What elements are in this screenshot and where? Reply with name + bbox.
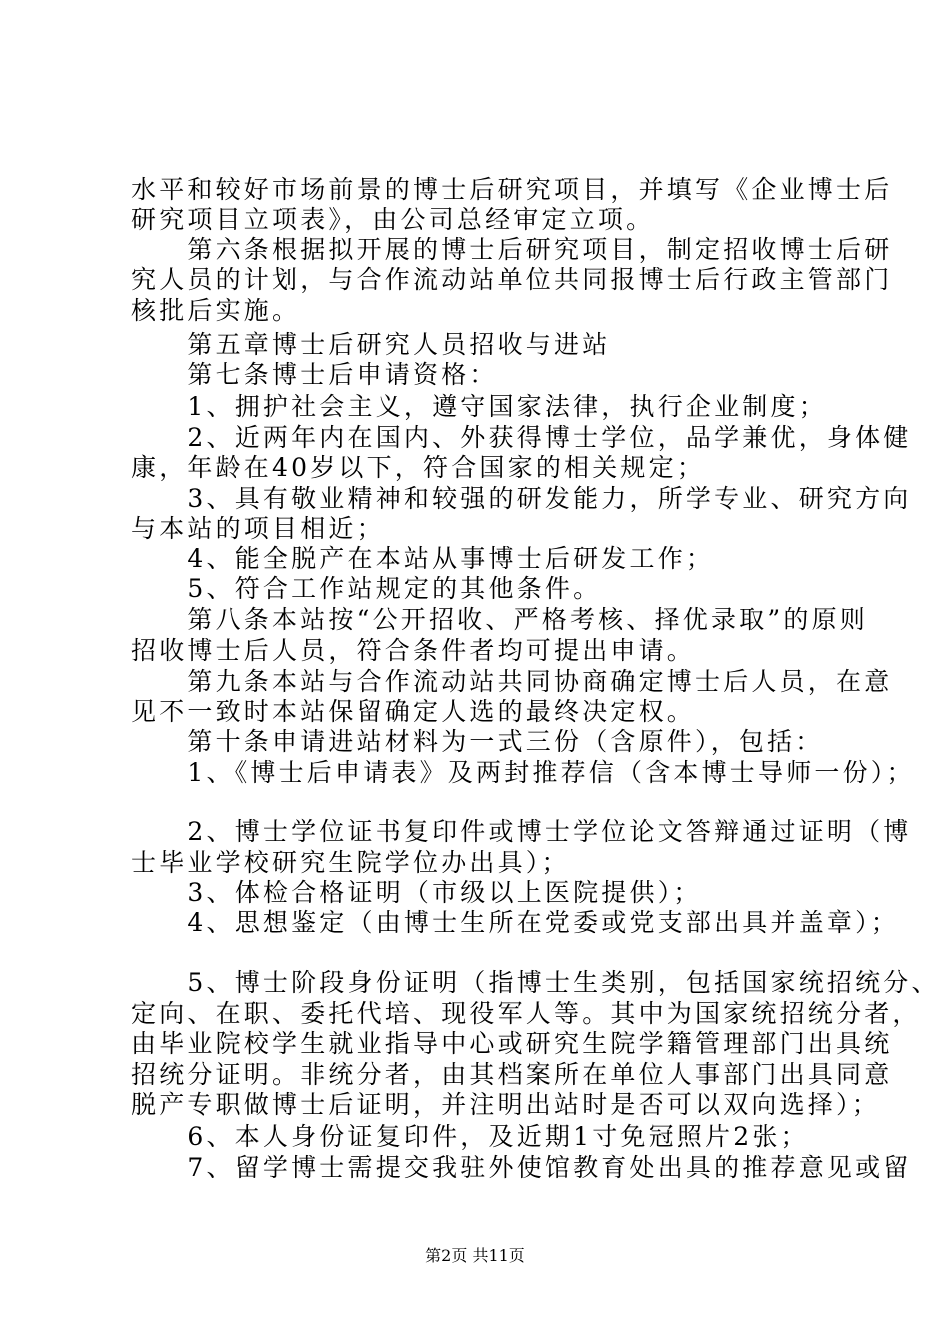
text-line: 5、符合工作站规定的其他条件。 [131,574,602,603]
text-line: 招收博士后人员，符合条件者均可提出申请。 [131,636,696,665]
text-line: 脱产专职做博士后证明，并注明出站时是否可以双向选择）； [131,1090,880,1119]
text-line: 5、博士阶段身份证明（指博士生类别，包括国家统招统分、 [131,968,940,997]
text-line: 核批后实施。 [131,296,301,325]
text-line: 第八条本站按“公开招收、严格考核、择优录取”的原则 [131,605,868,634]
text-line: 士毕业学校研究生院学位办出具）； [131,848,570,877]
chapter-heading: 第五章博士后研究人员招收与进站 [131,330,611,359]
text-line: 究人员的计划，与合作流动站单位共同报博士后行政主管部门 [131,265,893,294]
text-line: 4、思想鉴定（由博士生所在党委或党支部出具并盖章）； [131,908,900,937]
text-line: 2、博士学位证书复印件或博士学位论文答辩通过证明（博 [131,817,912,846]
text-line: 3、具有敬业精神和较强的研发能力，所学专业、研究方向 [131,484,912,513]
text-line: 由毕业院校学生就业指导中心或研究生院学籍管理部门出具统 [131,1029,893,1058]
text-line: 1、《博士后申请表》及两封推荐信（含本博士导师一份）； [131,758,915,787]
text-line: 2、近两年内在国内、外获得博士学位，品学兼优，身体健 [131,423,912,452]
text-line: 与本站的项目相近； [131,514,385,543]
text-line: 第十条申请进站材料为一式三份（含原件），包括： [131,727,824,756]
text-line: 4、能全脱产在本站从事博士后研发工作； [131,544,715,573]
text-line: 招统分证明。非统分者，由其档案所在单位人事部门出具同意 [131,1060,893,1089]
text-line: 第九条本站与合作流动站共同协商确定博士后人员，在意 [131,667,893,696]
text-line: 康，年龄在40岁以下，符合国家的相关规定； [131,453,706,482]
page-footer: 第2页 共11页 [425,1246,525,1265]
text-line: 1、拥护社会主义，遵守国家法律，执行企业制度； [131,392,827,421]
text-line: 6、本人身份证复印件，及近期1寸免冠照片2张； [131,1122,809,1151]
text-line: 第七条博士后申请资格： [131,360,498,389]
text-line: 定向、在职、委托代培、现役军人等。其中为国家统招统分者， [131,999,921,1028]
text-line: 研究项目立项表》，由公司总经审定立项。 [131,205,655,234]
text-line: 见不一致时本站保留确定人选的最终决定权。 [131,697,696,726]
text-line: 水平和较好市场前景的博士后研究项目，并填写《企业博士后 [131,175,893,204]
text-line: 第六条根据拟开展的博士后研究项目，制定招收博士后研 [131,235,893,264]
text-line: 7、留学博士需提交我驻外使馆教育处出具的推荐意见或留 [131,1153,912,1182]
text-line: 3、体检合格证明（市级以上医院提供）； [131,878,702,907]
